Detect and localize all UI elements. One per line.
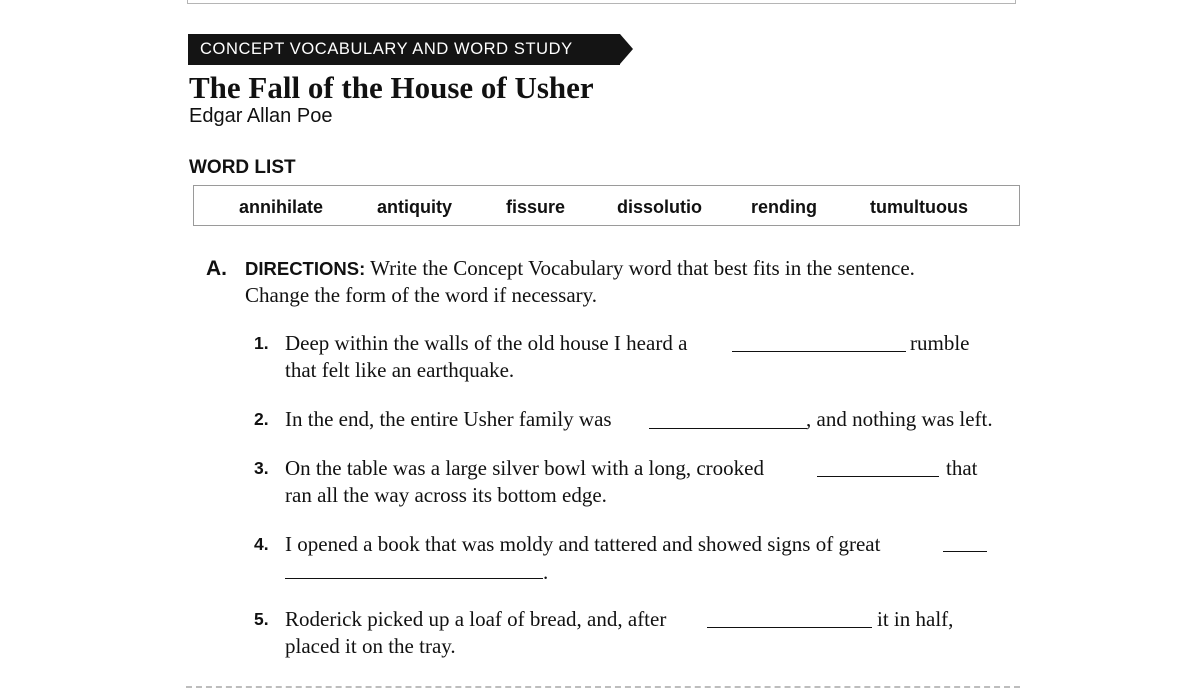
question-text-after: it in half, [877,607,954,631]
word-list-item: tumultuous [870,197,968,217]
top-border-left-tick [187,0,188,4]
question-text-line2: placed it on the tray. [285,634,456,658]
bottom-dashed-rule [186,686,1020,688]
answer-blank[interactable] [649,428,807,429]
question-text-after: rumble [910,331,970,355]
word-list-item: antiquity [377,197,452,217]
answer-blank[interactable] [707,627,872,628]
answer-blank[interactable] [732,351,906,352]
answer-blank[interactable] [817,476,939,477]
word-list-item: fissure [506,197,566,217]
question-end-mark: . [543,560,549,584]
answer-blank[interactable] [943,551,987,552]
top-border-rule [188,0,1016,4]
question-text: On the table was a large silver bowl with a long, crooked [285,456,764,480]
question-text-after: that [946,456,978,480]
word-list-label: WORD LIST [189,157,296,178]
question-text-after: , and nothing was left. [806,407,993,431]
question-text-line2: that felt like an earthquake. [285,358,515,382]
question-number: 1. [254,333,269,353]
directions-line-1 [245,256,915,281]
directions-line-2: Change the form of the word if necessary. [245,283,598,307]
directions-text: Write the Concept Vocabulary word that best fits in the sentence. [370,256,915,280]
question-number: 4. [254,534,269,554]
section-banner: CONCEPT VOCABULARY AND WORD STUDY [188,34,620,65]
author-name: Edgar Allan Poe [189,105,333,127]
word-list-item: rending [751,197,817,217]
question-number: 2. [254,409,269,429]
answer-blank-continued[interactable] [285,578,543,579]
section-letter: A. [206,257,227,280]
question-text: Roderick picked up a loaf of bread, and, after [285,607,667,631]
directions-label: DIRECTIONS: [245,258,366,279]
question-number: 3. [254,458,269,478]
question-text: Deep within the walls of the old house I heard a [285,331,688,355]
question-text: I opened a book that was moldy and tattered and showed signs of great [285,532,881,556]
banner-arrow-icon [620,34,633,64]
word-list-item: annihilate [239,197,324,217]
question-text-line2: ran all the way across its bottom edge. [285,483,607,507]
page-title: The Fall of the House of Usher [189,70,594,105]
word-list-item: dissolutio [617,197,702,217]
top-border-right-tick [1015,0,1016,4]
question-text: In the end, the entire Usher family was [285,407,612,431]
question-number: 5. [254,609,269,629]
